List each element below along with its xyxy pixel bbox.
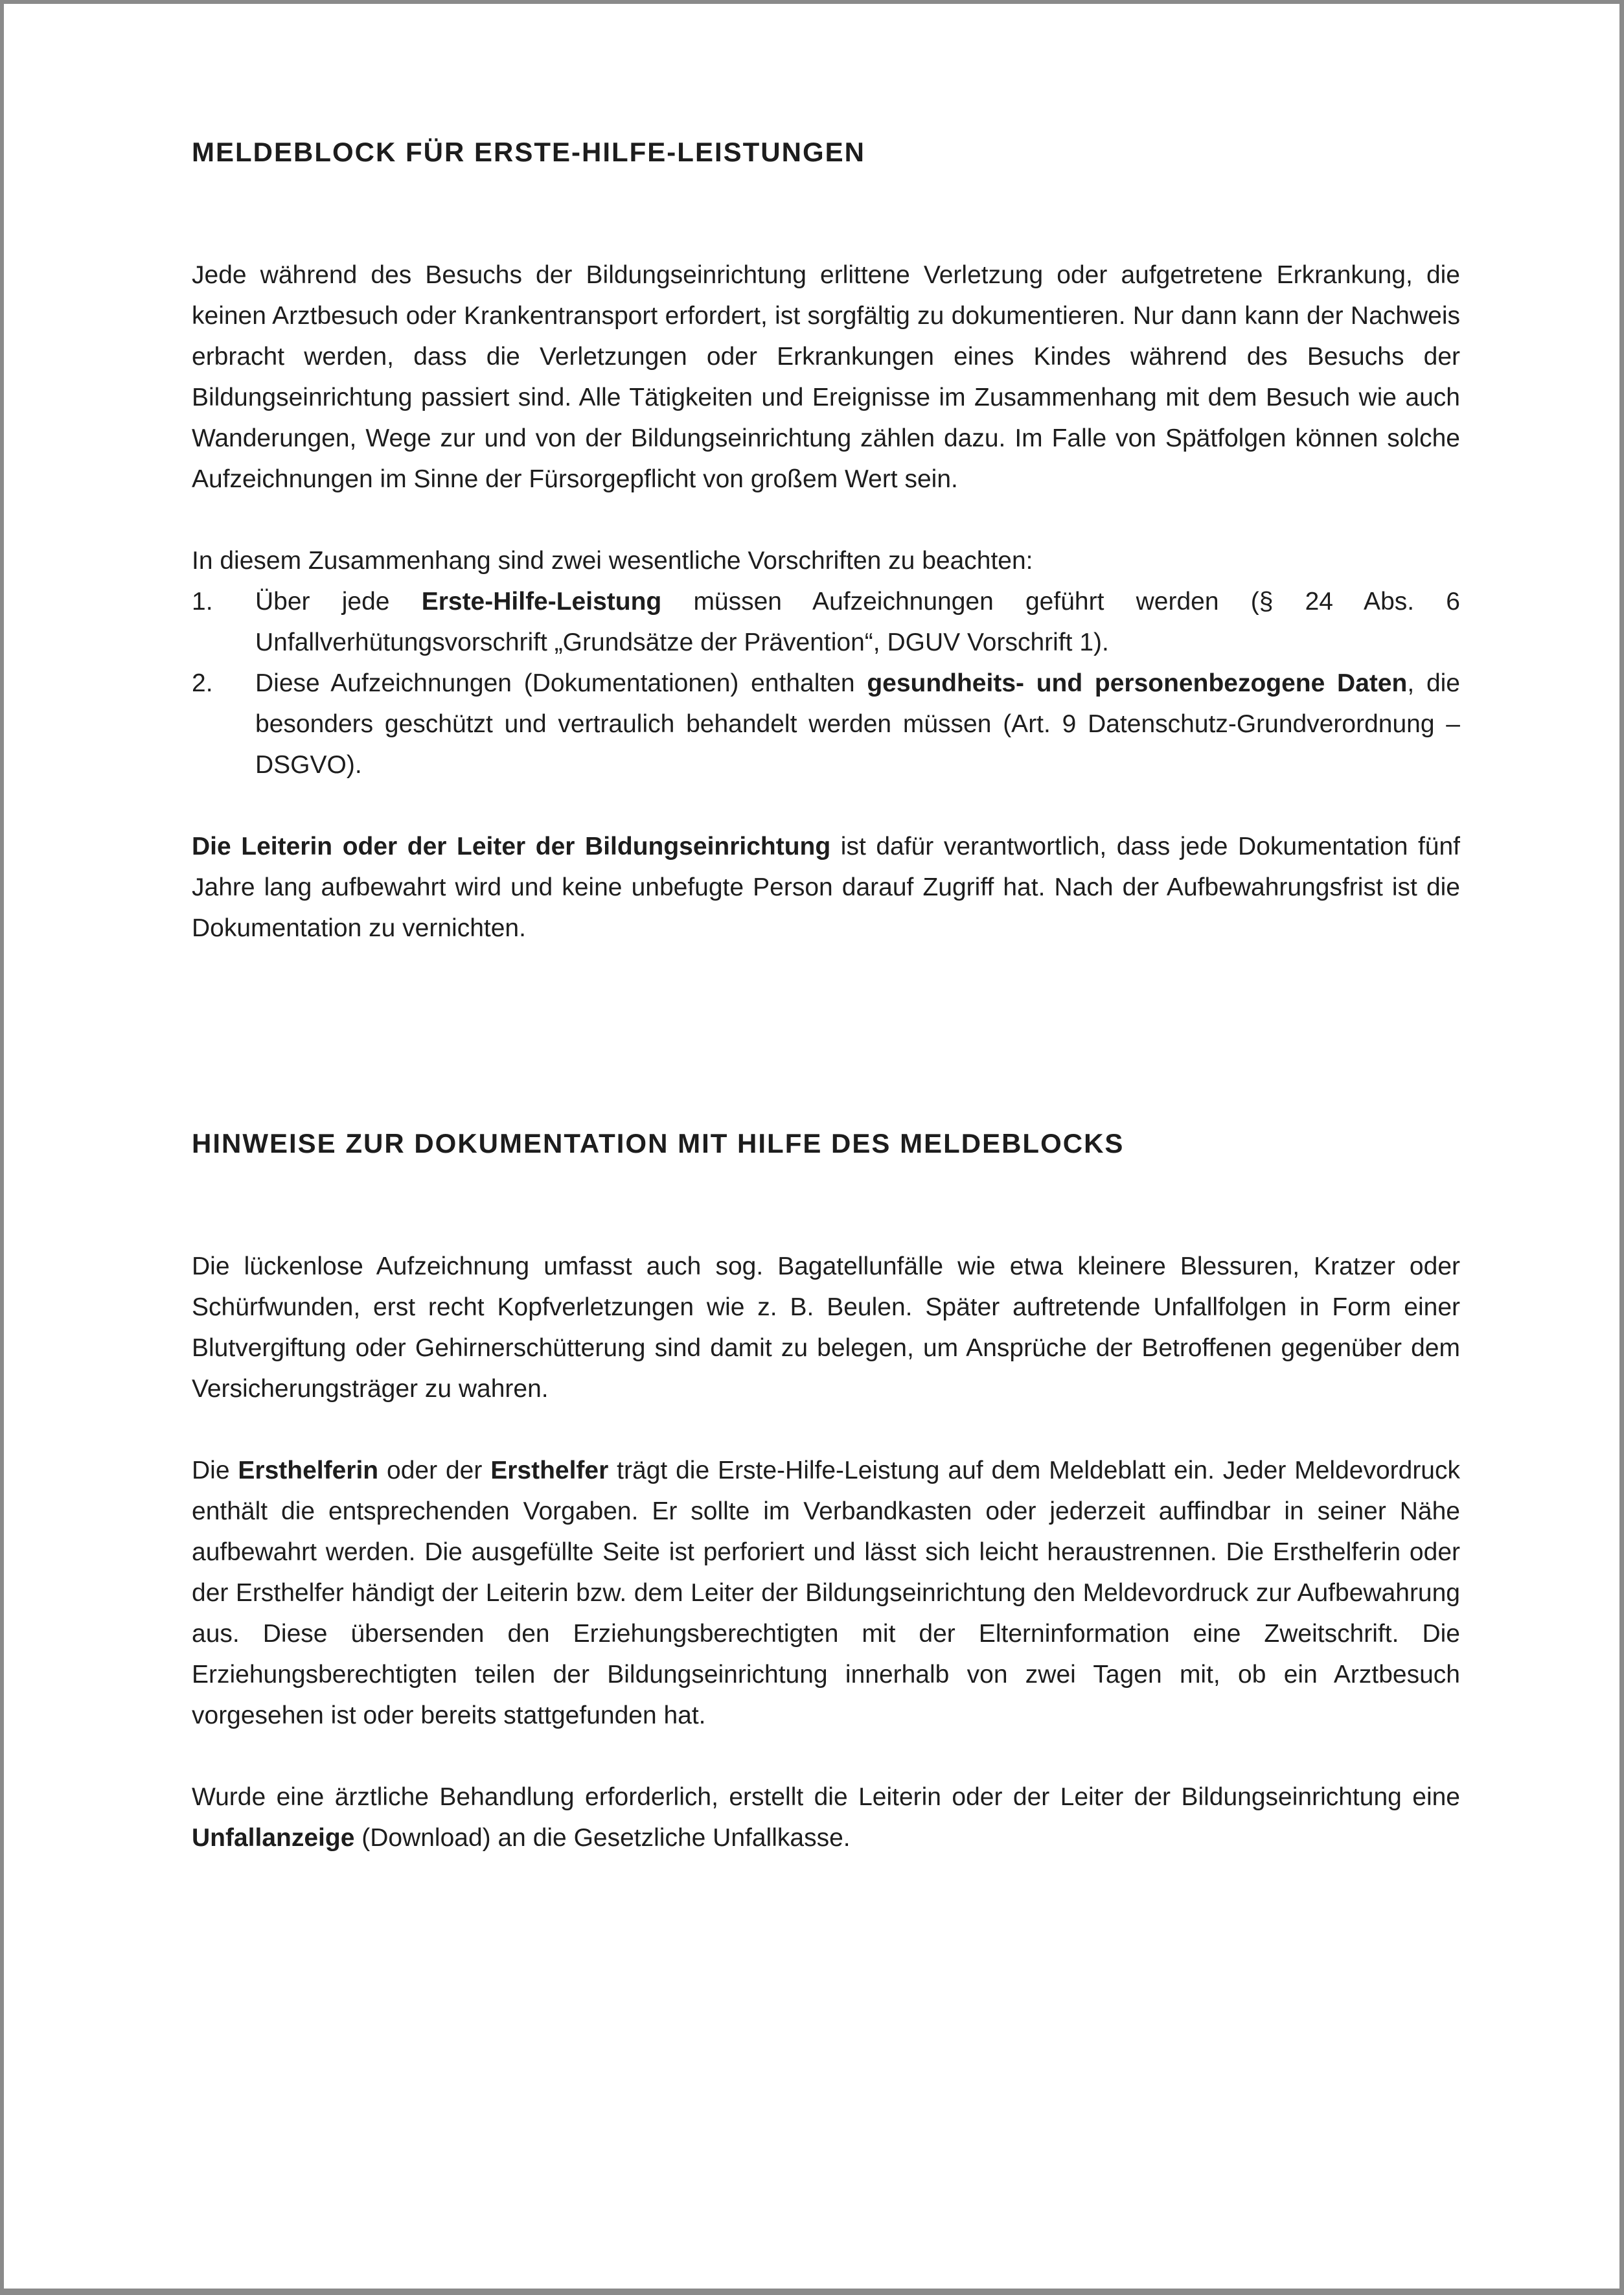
text-run: trägt die Erste-Hilfe-Leistung auf dem Meldeblatt ein. Jeder Meldevordruck enthält die entsprechenden Vorgaben. Er sollte im Verbandkasten oder jederzeit auffindbar in seiner Nähe aufbewahrt werden. Die ausgefüllte Seite ist perforiert und lässt sich leicht heraustrennen. Die Ersthelferin oder der Ersthelfer händigt der Leiterin bzw. dem Leiter der Bildungseinrichtung den Meldevordruck zur Aufbewahrung aus. Diese übersenden den Erziehungsberechtigten mit der Elterninformation eine Zweitschrift. Die Erziehungsberechtigten teilen der Bildungseinrichtung innerhalb von zwei Tagen mit, ob ein Arztbesuch vorgesehen ist oder bereits stattgefunden hat. — [192, 1457, 1461, 1729]
text-run: Über jede — [255, 588, 422, 616]
bold-text-run: gesundheits- und personenbezogene Daten — [867, 669, 1408, 697]
text-run: , die besonders geschützt und vertraulich behandelt werden müssen (Art. 9 Datenschutz-Grundverordnung – DSGVO). — [255, 669, 1460, 779]
document-content — [192, 132, 1460, 1899]
text-run: Jede während des Besuchs der Bildungseinrichtung erlittene Verletzung oder aufgetretene Erkrankung, die keinen Arztbesuch oder Krankentransport erfordert, ist sorgfältig zu dokumentieren. Nur dann kann der Nachweis erbracht werden, dass die Verletzungen oder Erkrankungen eines Kindes während des Besuchs der Bildungseinrichtung passiert sind. Alle Tätigkeiten und Ereignisse im Zusammenhang mit dem Besuch wie auch Wanderungen, Wege zur und von der Bildungseinrichtung zählen dazu. Im Falle von Spätfolgen können solche Aufzeichnungen im Sinne der Fürsorgepflicht von großem Wert sein. — [192, 261, 1460, 493]
bold-text-run: Ersthelfer — [490, 1457, 609, 1484]
provisions-list — [192, 581, 1460, 785]
bold-text-run: Die Leiterin oder der Leiter der Bildungseinrichtung — [192, 833, 831, 860]
bold-text-run: Ersthelferin — [238, 1457, 379, 1484]
text-run: ist dafür verantwortlich, dass jede Dokumentation fünf Jahre lang aufbewahrt wird und keine unbefugte Person darauf Zugriff hat. Nach der Aufbewahrungsfrist ist die Dokumentation zu vernichten. — [192, 833, 1460, 942]
text-run: Wurde eine ärztliche Behandlung erforderlich, erstellt die Leiterin oder der Leiter der Bildungseinrichtung eine — [192, 1783, 1460, 1811]
provision-item-1 — [192, 581, 1460, 663]
item-text — [255, 588, 1460, 656]
text-run: (Download) an die Gesetzliche Unfallkasse. — [354, 1824, 851, 1852]
text-run: Diese Aufzeichnungen (Dokumentationen) enthalten — [255, 669, 867, 697]
notes-section-title: HINWEISE ZUR DOKUMENTATION MIT HILFE DES MELDEBLOCKS — [192, 1128, 1125, 1159]
text-run: müssen Aufzeichnungen geführt werden (§ 24 Abs. 6 Unfallverhütungsvorschrift „Grundsätze der Prävention“, DGUV Vorschrift 1). — [255, 588, 1460, 656]
bold-text-run: Unfallanzeige — [192, 1824, 355, 1852]
provisions-intro: In diesem Zusammenhang sind zwei wesentliche Vorschriften zu beachten: — [192, 547, 1033, 575]
text-run: Die — [192, 1457, 238, 1484]
documentation-paragraph — [192, 1246, 1460, 1409]
responsibility-paragraph — [192, 826, 1460, 949]
item-text — [255, 669, 1460, 779]
provision-item-2 — [192, 663, 1460, 785]
first-aider-paragraph — [192, 1450, 1460, 1736]
page-title: MELDEBLOCK FÜR ERSTE-HILFE-LEISTUNGEN — [192, 137, 865, 167]
text-run: Die lückenlose Aufzeichnung umfasst auch sog. Bagatellunfälle wie etwa kleinere Blessuren, Kratzer oder Schürfwunden, erst recht Kopfverletzungen wie z. B. Beulen. Später auftretende Unfallfolgen in Form einer Blutvergiftung oder Gehirnerschütterung sind damit zu belegen, um Ansprüche der Betroffenen gegenüber dem Versicherungsträger zu wahren. — [192, 1252, 1460, 1403]
intro-paragraph — [192, 255, 1460, 500]
text-run: oder der — [378, 1457, 491, 1484]
item-number: 2. — [192, 669, 213, 697]
item-number: 1. — [192, 588, 213, 616]
accident-report-paragraph — [192, 1777, 1460, 1858]
bold-text-run: Erste-Hilfe-Leistung — [421, 588, 662, 616]
